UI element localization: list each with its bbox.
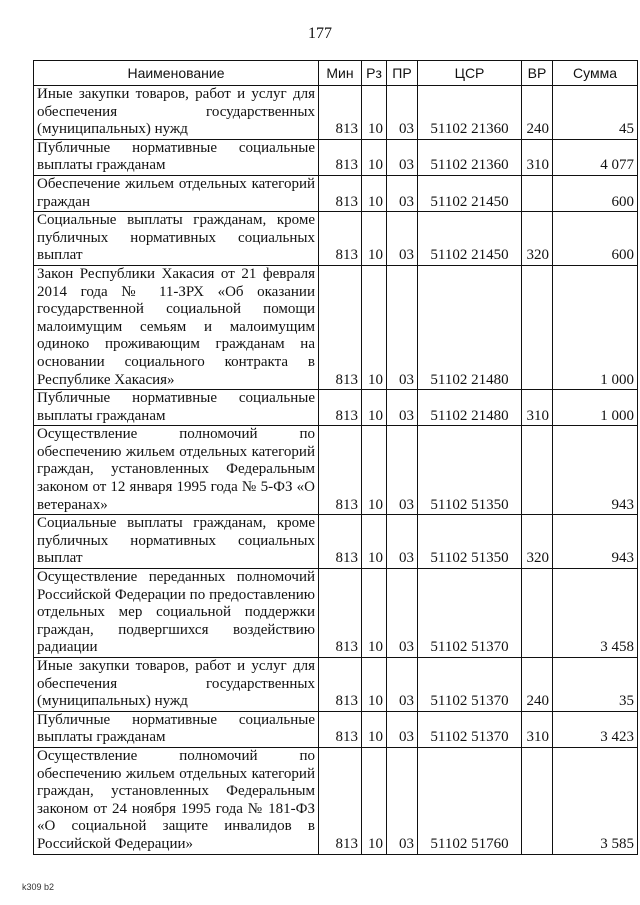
row-pr: 03 <box>387 86 418 140</box>
row-rz: 10 <box>362 658 387 712</box>
row-min: 813 <box>319 569 362 658</box>
row-min: 813 <box>319 265 362 389</box>
row-pr: 03 <box>387 390 418 426</box>
row-csr: 51102 51350 <box>418 515 522 569</box>
table-row <box>34 658 638 712</box>
row-rz: 10 <box>362 747 387 854</box>
row-name: Публичные нормативные социальные выплаты гражданам <box>34 390 319 426</box>
row-min: 813 <box>319 658 362 712</box>
row-vr: 320 <box>522 515 553 569</box>
row-csr: 51102 51760 <box>418 747 522 854</box>
table-row <box>34 139 638 175</box>
row-sum: 3 458 <box>553 569 638 658</box>
row-csr: 51102 21480 <box>418 390 522 426</box>
row-vr <box>522 426 553 515</box>
table-row <box>34 212 638 266</box>
column-header-rz: Рз <box>362 61 387 86</box>
page-number: 177 <box>308 25 332 42</box>
row-sum: 600 <box>553 212 638 266</box>
row-min: 813 <box>319 86 362 140</box>
row-sum: 1 000 <box>553 390 638 426</box>
table-row <box>34 426 638 515</box>
column-header-pr: ПР <box>387 61 418 86</box>
row-name: Иные закупки товаров, работ и услуг для обеспечения государственных (муниципальных) нужд <box>34 86 319 140</box>
row-min: 813 <box>319 426 362 515</box>
row-vr: 310 <box>522 139 553 175</box>
row-sum: 1 000 <box>553 265 638 389</box>
row-name: Обеспечение жильем отдельных категорий граждан <box>34 175 319 211</box>
row-name: Осуществление переданных полномочий Российской Федерации по предоставлению отдельных мер социальной поддержки граждан, подвергшихся воздействию радиации <box>34 569 319 658</box>
row-sum: 3 585 <box>553 747 638 854</box>
row-min: 813 <box>319 175 362 211</box>
row-min: 813 <box>319 515 362 569</box>
table-row <box>34 86 638 140</box>
row-vr: 310 <box>522 711 553 747</box>
row-rz: 10 <box>362 569 387 658</box>
table-body <box>34 86 638 855</box>
row-pr: 03 <box>387 175 418 211</box>
row-name: Закон Республики Хакасия от 21 февраля 2014 года № 11-ЗРХ «Об оказании государственной социальной помощи малоимущим семьям и малоимущим одиноко проживающим гражданам на основании социального контракта в Республике Хакасия» <box>34 265 319 389</box>
row-csr: 51102 21480 <box>418 265 522 389</box>
row-vr <box>522 569 553 658</box>
row-vr: 240 <box>522 658 553 712</box>
table-row <box>34 569 638 658</box>
row-csr: 51102 21450 <box>418 175 522 211</box>
row-name: Иные закупки товаров, работ и услуг для обеспечения государственных (муниципальных) нужд <box>34 658 319 712</box>
row-rz: 10 <box>362 711 387 747</box>
column-header-sum: Сумма <box>553 61 638 86</box>
row-rz: 10 <box>362 212 387 266</box>
row-name: Осуществление полномочий по обеспечению жильем отдельных категорий граждан, установленных Федеральным законом от 24 ноября 1995 года № 181-ФЗ «О социальной защите инвалидов в Российской Федерации» <box>34 747 319 854</box>
row-vr: 240 <box>522 86 553 140</box>
row-name: Публичные нормативные социальные выплаты гражданам <box>34 139 319 175</box>
row-rz: 10 <box>362 86 387 140</box>
row-min: 813 <box>319 390 362 426</box>
row-min: 813 <box>319 212 362 266</box>
row-sum: 600 <box>553 175 638 211</box>
table-row <box>34 175 638 211</box>
table-header-row <box>34 61 638 86</box>
table-row <box>34 390 638 426</box>
row-pr: 03 <box>387 747 418 854</box>
column-header-name: Наименование <box>34 61 319 86</box>
row-pr: 03 <box>387 265 418 389</box>
row-min: 813 <box>319 711 362 747</box>
row-rz: 10 <box>362 175 387 211</box>
column-header-csr: ЦСР <box>418 61 522 86</box>
row-min: 813 <box>319 139 362 175</box>
row-pr: 03 <box>387 515 418 569</box>
row-name: Социальные выплаты гражданам, кроме публичных нормативных социальных выплат <box>34 515 319 569</box>
table-row <box>34 711 638 747</box>
row-vr <box>522 265 553 389</box>
table-row <box>34 747 638 854</box>
row-csr: 51102 21360 <box>418 86 522 140</box>
row-csr: 51102 51370 <box>418 569 522 658</box>
row-csr: 51102 51370 <box>418 711 522 747</box>
row-vr <box>522 175 553 211</box>
row-name: Осуществление полномочий по обеспечению жильем отдельных категорий граждан, установленных Федеральным законом от 12 января 1995 года № 5-ФЗ «О ветеранах» <box>34 426 319 515</box>
row-pr: 03 <box>387 212 418 266</box>
row-sum: 3 423 <box>553 711 638 747</box>
row-csr: 51102 51370 <box>418 658 522 712</box>
row-pr: 03 <box>387 426 418 515</box>
row-sum: 943 <box>553 515 638 569</box>
row-rz: 10 <box>362 139 387 175</box>
table-row <box>34 265 638 389</box>
footer-document-code: k309 b2 <box>22 882 55 892</box>
row-name: Социальные выплаты гражданам, кроме публичных нормативных социальных выплат <box>34 212 319 266</box>
budget-table <box>33 60 638 855</box>
row-sum: 4 077 <box>553 139 638 175</box>
row-csr: 51102 21450 <box>418 212 522 266</box>
row-rz: 10 <box>362 265 387 389</box>
column-header-min: Мин <box>319 61 362 86</box>
row-sum: 45 <box>553 86 638 140</box>
row-sum: 943 <box>553 426 638 515</box>
row-min: 813 <box>319 747 362 854</box>
row-csr: 51102 51350 <box>418 426 522 515</box>
row-vr: 320 <box>522 212 553 266</box>
row-pr: 03 <box>387 658 418 712</box>
row-pr: 03 <box>387 569 418 658</box>
column-header-vr: ВР <box>522 61 553 86</box>
row-pr: 03 <box>387 711 418 747</box>
row-name: Публичные нормативные социальные выплаты гражданам <box>34 711 319 747</box>
row-pr: 03 <box>387 139 418 175</box>
row-vr <box>522 747 553 854</box>
row-rz: 10 <box>362 426 387 515</box>
row-sum: 35 <box>553 658 638 712</box>
row-rz: 10 <box>362 390 387 426</box>
table-row <box>34 515 638 569</box>
row-vr: 310 <box>522 390 553 426</box>
row-rz: 10 <box>362 515 387 569</box>
row-csr: 51102 21360 <box>418 139 522 175</box>
